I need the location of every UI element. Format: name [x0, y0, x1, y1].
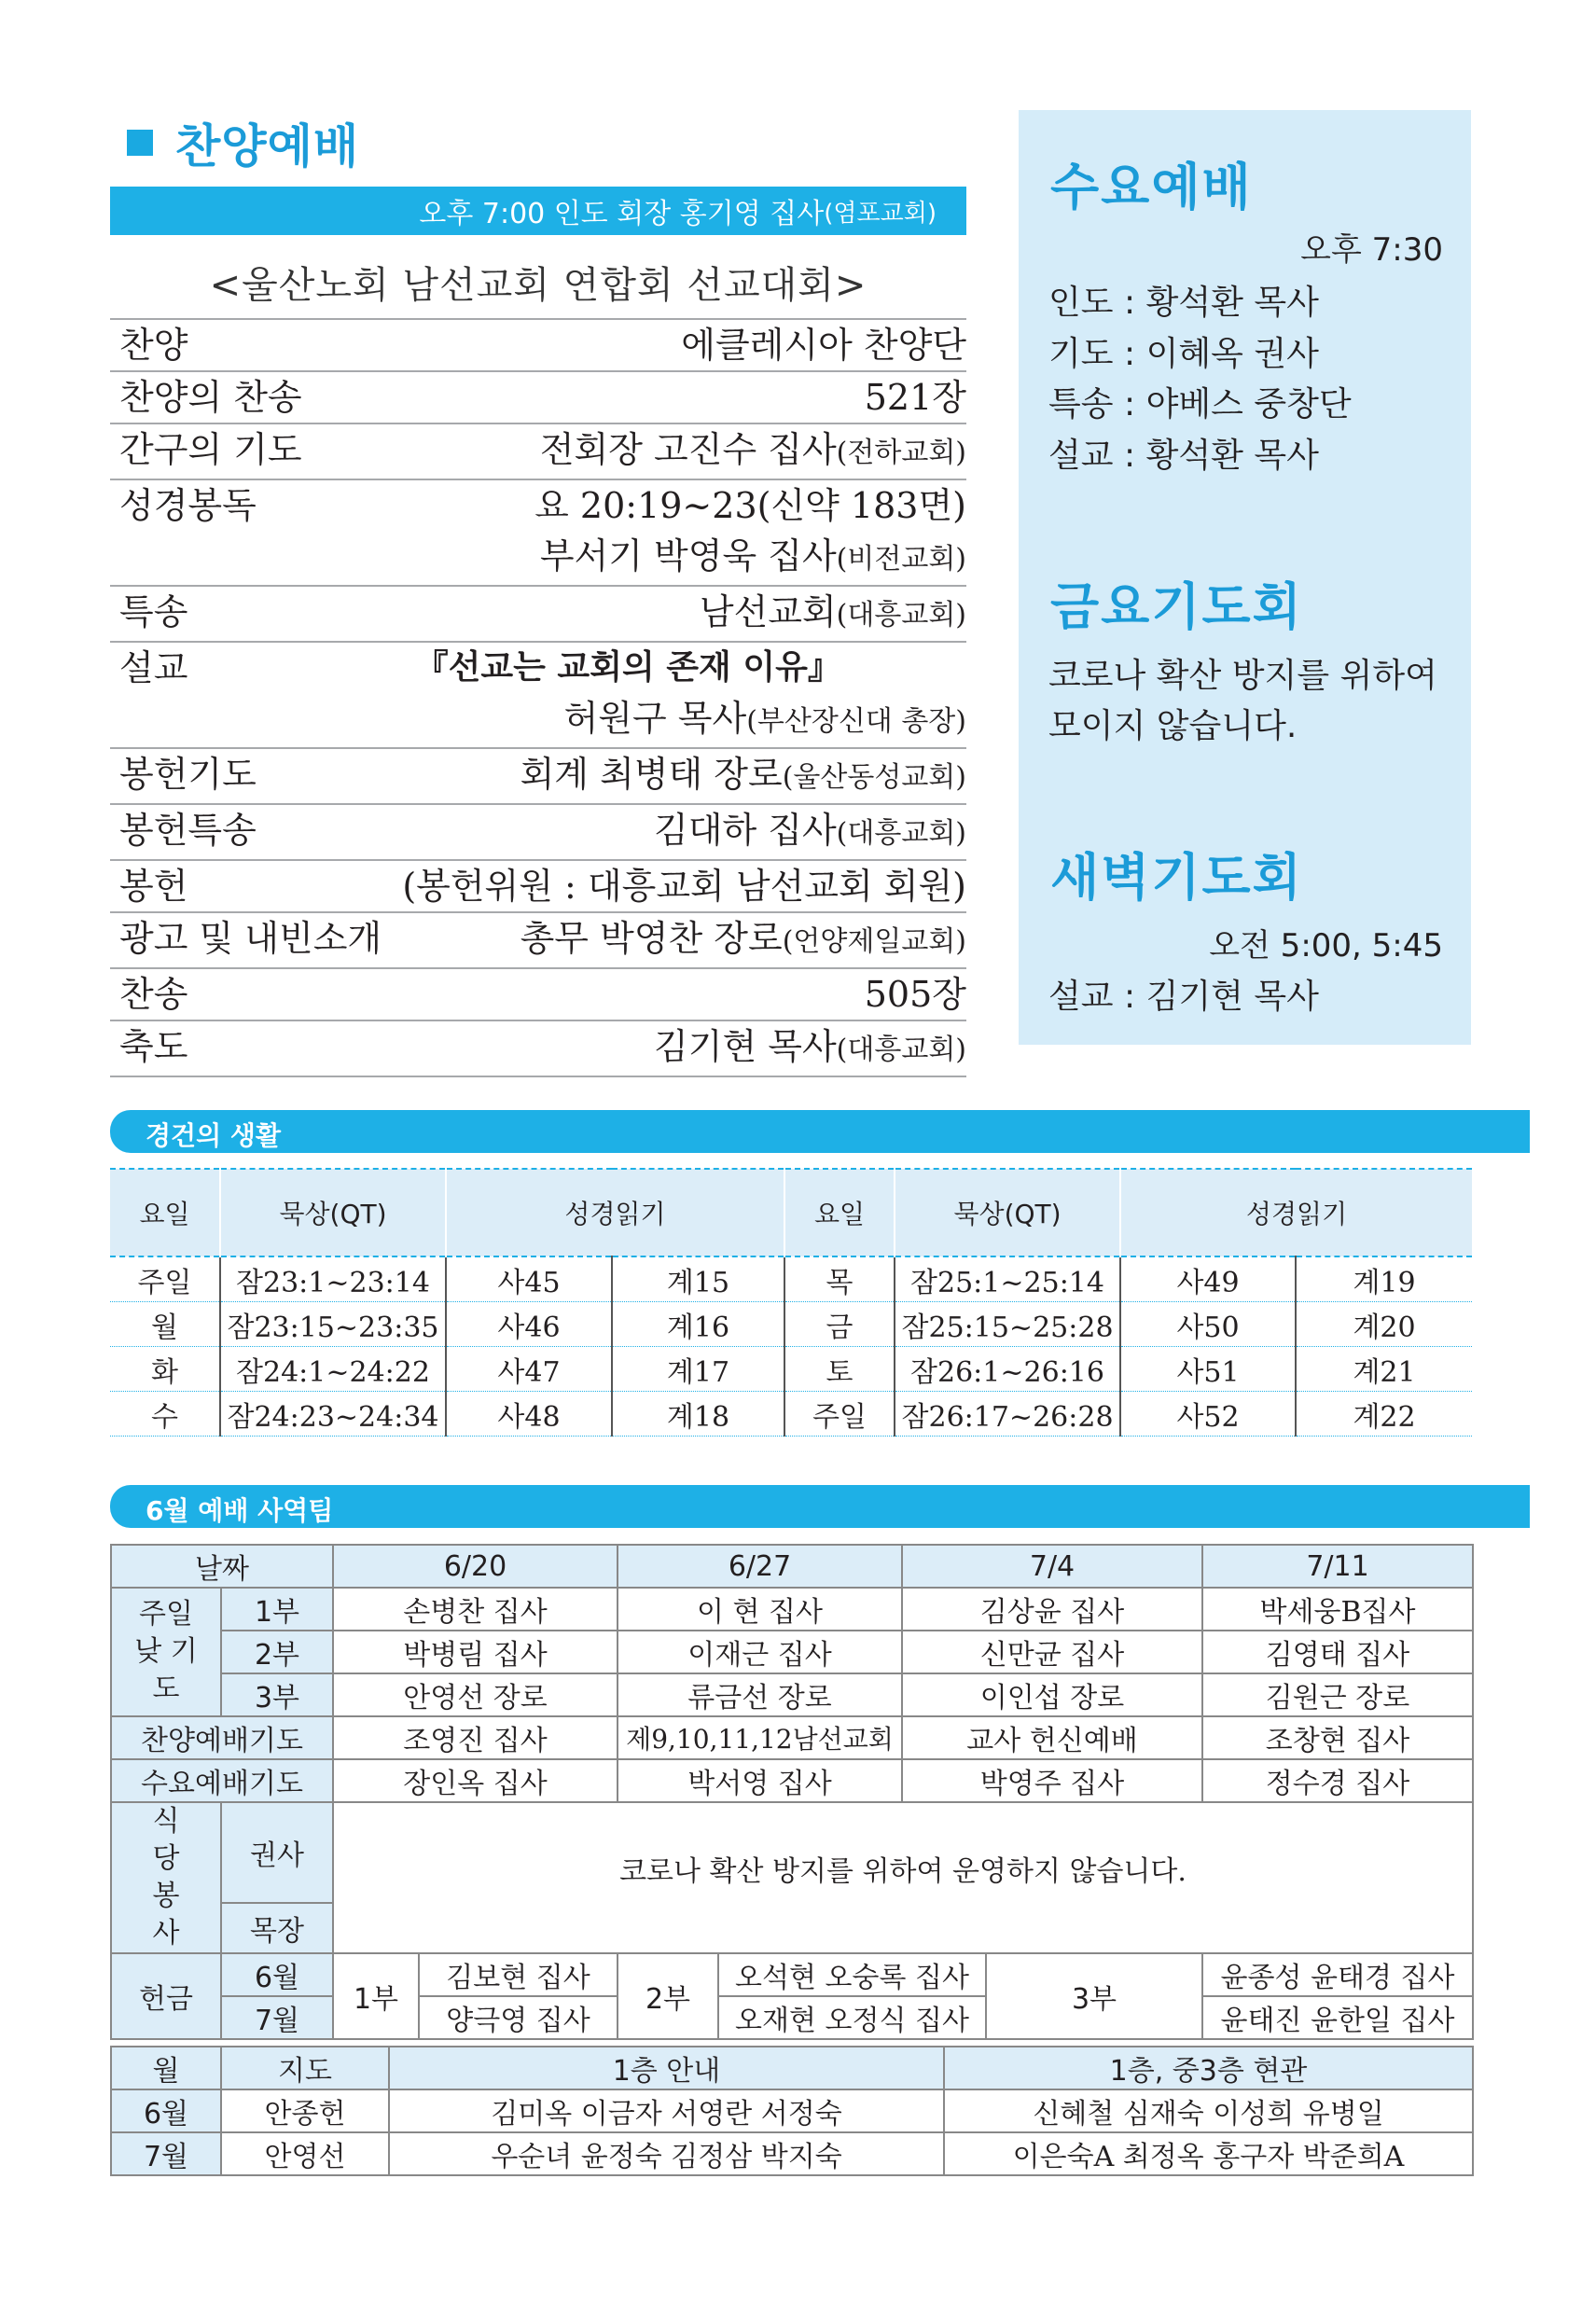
order-value-note: (대흥교회) [836, 1034, 966, 1066]
qt-cell: 목 [784, 1256, 895, 1302]
team-name: 김상윤 집사 [902, 1588, 1202, 1631]
worship-order-label: 봉헌특송 [119, 810, 257, 851]
qt-cell: 토 [784, 1347, 895, 1392]
team-offering-row [111, 1996, 1473, 2039]
worship-order-label: 간구의 기도 [119, 429, 302, 470]
team-section-title: 6월 예배 사역팀 [146, 1495, 334, 1526]
worship-order-value [414, 643, 966, 747]
order-value-note: (언양제일교회) [782, 925, 966, 958]
qt-cell: 사45 [446, 1256, 612, 1302]
friday-title: 금요기도회 [1050, 577, 1303, 636]
order-value-text: 505장 [864, 974, 966, 1015]
wednesday-line-leader: 인도 : 황석환 목사 [1048, 284, 1319, 322]
order-value-text: 에클레시아 찬양단 [681, 325, 966, 366]
team-name: 손병찬 집사 [333, 1588, 618, 1631]
order-value-text: 김기현 목사 [654, 1026, 837, 1067]
team-wed-row [111, 1759, 1473, 1802]
qt-table [110, 1168, 1472, 1437]
qt-cell: 잠24:1~24:22 [220, 1347, 446, 1392]
order-value-line2: 부서기 박영욱 집사(비전교회) [539, 535, 966, 576]
team-name: 장인옥 집사 [333, 1759, 618, 1802]
team-name: 김원근 장로 [1202, 1673, 1473, 1716]
team-name: 신만균 집사 [902, 1631, 1202, 1673]
qt-cell: 잠23:15~23:35 [220, 1302, 446, 1347]
team-cafeteria-role: 목장 [221, 1903, 333, 1953]
team-name: 정수경 집사 [1202, 1759, 1473, 1802]
team-date: 6/27 [618, 1545, 902, 1588]
praise-title-row [110, 110, 966, 175]
team-offering-month: 7월 [221, 1996, 333, 2039]
qt-row [110, 1347, 1472, 1392]
worship-order-value [520, 913, 966, 967]
order-value-text: 전회장 고진수 집사 [539, 429, 837, 470]
qt-section-title: 경건의 생활 [146, 1120, 281, 1151]
dawn-time: 오전 5:00, 5:45 [1209, 927, 1443, 965]
guide-cell: 7월 [111, 2132, 221, 2175]
qt-cell: 화 [110, 1347, 220, 1392]
qt-cell: 계22 [1296, 1392, 1472, 1437]
qt-cell: 사52 [1120, 1392, 1296, 1437]
qt-cell: 사49 [1120, 1256, 1296, 1302]
worship-order-label: 봉헌 [119, 866, 188, 907]
worship-order-value [534, 480, 966, 585]
order-value-note: (울산동성교회) [782, 761, 966, 794]
qt-row [110, 1392, 1472, 1437]
team-offering-part: 3부 [986, 1953, 1202, 2039]
worship-order-label: 설교 [119, 647, 188, 688]
worship-order-row [110, 911, 966, 967]
guide-table [110, 2046, 1474, 2176]
team-praise-row [111, 1716, 1473, 1759]
team-sunday-row [111, 1673, 1473, 1716]
team-name: 윤태진 윤한일 집사 [1202, 1996, 1473, 2039]
team-wed-label: 수요예배기도 [111, 1759, 333, 1802]
qt-cell: 잠26:17~26:28 [895, 1392, 1120, 1437]
qt-cell: 사48 [446, 1392, 612, 1437]
guide-row [111, 2132, 1473, 2175]
team-date: 7/11 [1202, 1545, 1473, 1588]
worship-order-row [110, 1020, 966, 1077]
praise-info-bar [110, 187, 966, 235]
guide-cell: 6월 [111, 2089, 221, 2132]
qt-cell: 계17 [612, 1347, 784, 1392]
guide-cell: 이은숙A 최정옥 홍구자 박준희A [944, 2132, 1473, 2175]
guide-header: 지도 [221, 2047, 389, 2089]
team-cafeteria-note: 코로나 확산 방지를 위하여 운영하지 않습니다. [333, 1802, 1473, 1953]
qt-cell: 계18 [612, 1392, 784, 1437]
worship-order-value [540, 424, 966, 479]
wednesday-line-special: 특송 : 야베스 중창단 [1048, 385, 1352, 423]
qt-cell: 사50 [1120, 1302, 1296, 1347]
worship-order-row [110, 967, 966, 1020]
worship-order-label: 특송 [119, 591, 188, 632]
worship-order-row [110, 423, 966, 479]
worship-order-row [110, 585, 966, 641]
team-name: 조영진 집사 [333, 1716, 618, 1759]
worship-order-label: 찬양 [119, 325, 188, 366]
order-value-note: (대흥교회) [836, 599, 966, 632]
team-name: 박세웅B집사 [1202, 1588, 1473, 1631]
qt-cell: 주일 [784, 1392, 895, 1437]
team-sunday-label: 주일낮 기도 [111, 1588, 221, 1716]
team-name: 오석현 오숭록 집사 [718, 1953, 986, 1996]
qt-cell: 계16 [612, 1302, 784, 1347]
qt-cell: 잠25:1~25:14 [895, 1256, 1120, 1302]
team-date: 6/20 [333, 1545, 618, 1588]
dawn-line-sermon: 설교 : 김기현 목사 [1048, 978, 1319, 1016]
worship-order-value [700, 587, 966, 641]
team-part: 1부 [221, 1588, 333, 1631]
worship-order-value [681, 320, 966, 370]
team-date: 7/4 [902, 1545, 1202, 1588]
qt-cell: 계21 [1296, 1347, 1472, 1392]
qt-header-reading-2: 성경읽기 [1120, 1169, 1472, 1256]
worship-order-label: 찬송 [119, 974, 188, 1015]
team-name: 교사 헌신예배 [902, 1716, 1202, 1759]
guide-header: 월 [111, 2047, 221, 2089]
order-value-note: (부산장신대 총장) [746, 705, 966, 738]
team-name: 조창현 집사 [1202, 1716, 1473, 1759]
guide-cell: 우순녀 윤정숙 김정삼 박지숙 [389, 2132, 944, 2175]
team-name: 양극영 집사 [419, 1996, 618, 2039]
qt-header-reading: 성경읽기 [446, 1169, 784, 1256]
worship-order-row [110, 370, 966, 423]
worship-order-row [110, 641, 966, 747]
guide-header: 1층, 중3층 현관 [944, 2047, 1473, 2089]
qt-row [110, 1302, 1472, 1347]
worship-order-row [110, 479, 966, 585]
team-offering-month: 6월 [221, 1953, 333, 1996]
worship-order-label: 성경봉독 [119, 485, 257, 526]
guide-cell: 김미옥 이금자 서영란 서정숙 [389, 2089, 944, 2132]
order-value-text: 총무 박영찬 장로 [520, 918, 783, 959]
qt-cell: 계15 [612, 1256, 784, 1302]
worship-order-row [110, 318, 966, 370]
team-name: 박서영 집사 [618, 1759, 902, 1802]
qt-header-row [110, 1169, 1472, 1256]
team-name: 김영태 집사 [1202, 1631, 1473, 1673]
wednesday-time: 오후 7:30 [1300, 231, 1443, 269]
team-praise-label: 찬양예배기도 [111, 1716, 333, 1759]
worship-order-label: 찬양의 찬송 [119, 377, 302, 418]
team-offering-part: 2부 [618, 1953, 718, 2039]
qt-header-day: 요일 [110, 1169, 220, 1256]
qt-cell: 금 [784, 1302, 895, 1347]
praise-title: 찬양예배 [175, 119, 360, 174]
team-cafeteria-role: 권사 [221, 1802, 333, 1903]
team-sunday-row [111, 1588, 1473, 1631]
worship-order-row [110, 747, 966, 803]
team-name: 윤종성 윤태경 집사 [1202, 1953, 1473, 1996]
worship-order-row [110, 803, 966, 859]
qt-cell: 월 [110, 1302, 220, 1347]
order-value-text: 허원구 목사 [563, 698, 747, 739]
weekday-worship-box [1019, 110, 1471, 1045]
order-value-text: 회계 최병태 장로 [520, 754, 783, 795]
guide-cell: 신혜철 심재숙 이성희 유병일 [944, 2089, 1473, 2132]
team-cafeteria-label: 식당 봉사 [111, 1802, 221, 1953]
order-value-text: 요 20:19~23(신약 183면) [534, 485, 966, 526]
team-cafeteria-row [111, 1802, 1473, 1903]
qt-cell: 계20 [1296, 1302, 1472, 1347]
qt-cell: 잠23:1~23:14 [220, 1256, 446, 1302]
guide-cell: 안영선 [221, 2132, 389, 2175]
team-name: 이인섭 장로 [902, 1673, 1202, 1716]
team-section-bar [110, 1485, 1530, 1528]
order-value-note: (전하교회) [836, 437, 966, 469]
team-date-label: 날짜 [111, 1545, 333, 1588]
qt-cell: 수 [110, 1392, 220, 1437]
qt-cell: 잠25:15~25:28 [895, 1302, 1120, 1347]
qt-cell: 사46 [446, 1302, 612, 1347]
qt-cell: 주일 [110, 1256, 220, 1302]
team-date-row [111, 1545, 1473, 1588]
qt-header-meditation: 묵상(QT) [220, 1169, 446, 1256]
worship-order-label: 광고 및 내빈소개 [119, 918, 382, 959]
team-name: 이재근 집사 [618, 1631, 902, 1673]
qt-section-bar [110, 1110, 1530, 1153]
team-part: 2부 [221, 1631, 333, 1673]
worship-order-value [865, 969, 966, 1020]
friday-line1: 코로나 확산 방지를 위하여 [1048, 657, 1437, 695]
guide-header-row [111, 2047, 1473, 2089]
wednesday-line-sermon: 설교 : 황석환 목사 [1048, 437, 1319, 475]
sermon-title: 『선교는 교회의 존재 이유』 [414, 648, 841, 687]
team-table [110, 1544, 1474, 2040]
praise-bar-text: 오후 7:00 인도 회장 홍기영 집사 [419, 198, 825, 230]
worship-order-list [110, 318, 966, 1077]
friday-line2: 모이지 않습니다. [1048, 707, 1298, 745]
qt-header-day-2: 요일 [784, 1169, 895, 1256]
dawn-title: 새벽기도회 [1050, 848, 1303, 907]
team-name: 제9,10,11,12남선교회 [618, 1716, 902, 1759]
team-offering-label: 헌금 [111, 1953, 221, 2039]
square-bullet-icon [127, 130, 153, 156]
team-name: 박병림 집사 [333, 1631, 618, 1673]
qt-header-meditation-2: 묵상(QT) [895, 1169, 1120, 1256]
praise-bar-church: (염포교회) [824, 199, 937, 228]
team-name: 박영주 집사 [902, 1759, 1202, 1802]
order-value-text: 김대하 집사 [654, 810, 837, 851]
worship-order-label: 봉헌기도 [119, 754, 257, 795]
wednesday-line-prayer: 기도 : 이혜옥 권사 [1048, 335, 1319, 373]
wednesday-title: 수요예배 [1050, 158, 1253, 216]
guide-header: 1층 안내 [389, 2047, 944, 2089]
team-name: 김보현 집사 [419, 1953, 618, 1996]
team-offering-part: 1부 [333, 1953, 419, 2039]
team-offering-row [111, 1953, 1473, 1996]
team-part: 3부 [221, 1673, 333, 1716]
guide-cell: 안종헌 [221, 2089, 389, 2132]
worship-order-value [865, 372, 966, 423]
team-name: 오재현 오정식 집사 [718, 1996, 986, 2039]
worship-order-row [110, 859, 966, 911]
guide-row [111, 2089, 1473, 2132]
worship-order-value [654, 1021, 966, 1076]
team-name: 이 현 집사 [618, 1588, 902, 1631]
qt-row [110, 1256, 1472, 1302]
qt-cell: 계19 [1296, 1256, 1472, 1302]
worship-order-value [402, 861, 966, 911]
qt-cell: 사47 [446, 1347, 612, 1392]
qt-cell: 잠26:1~26:16 [895, 1347, 1120, 1392]
qt-cell: 사51 [1120, 1347, 1296, 1392]
praise-subheading: <울산노회 남선교회 연합회 선교대회> [209, 264, 867, 307]
order-value-text: (봉헌위원 : 대흥교회 남선교회 회원) [402, 866, 966, 907]
order-value-note: (대흥교회) [836, 817, 966, 850]
order-value-text: 남선교회 [699, 591, 837, 632]
worship-order-value [520, 749, 966, 803]
team-name: 류금선 장로 [618, 1673, 902, 1716]
team-sunday-row [111, 1631, 1473, 1673]
qt-cell: 잠24:23~24:34 [220, 1392, 446, 1437]
worship-order-label: 축도 [119, 1026, 188, 1067]
order-value-text: 521장 [864, 377, 966, 418]
team-name: 안영선 장로 [333, 1673, 618, 1716]
worship-order-value [654, 805, 966, 859]
praise-worship-section [110, 110, 966, 1077]
